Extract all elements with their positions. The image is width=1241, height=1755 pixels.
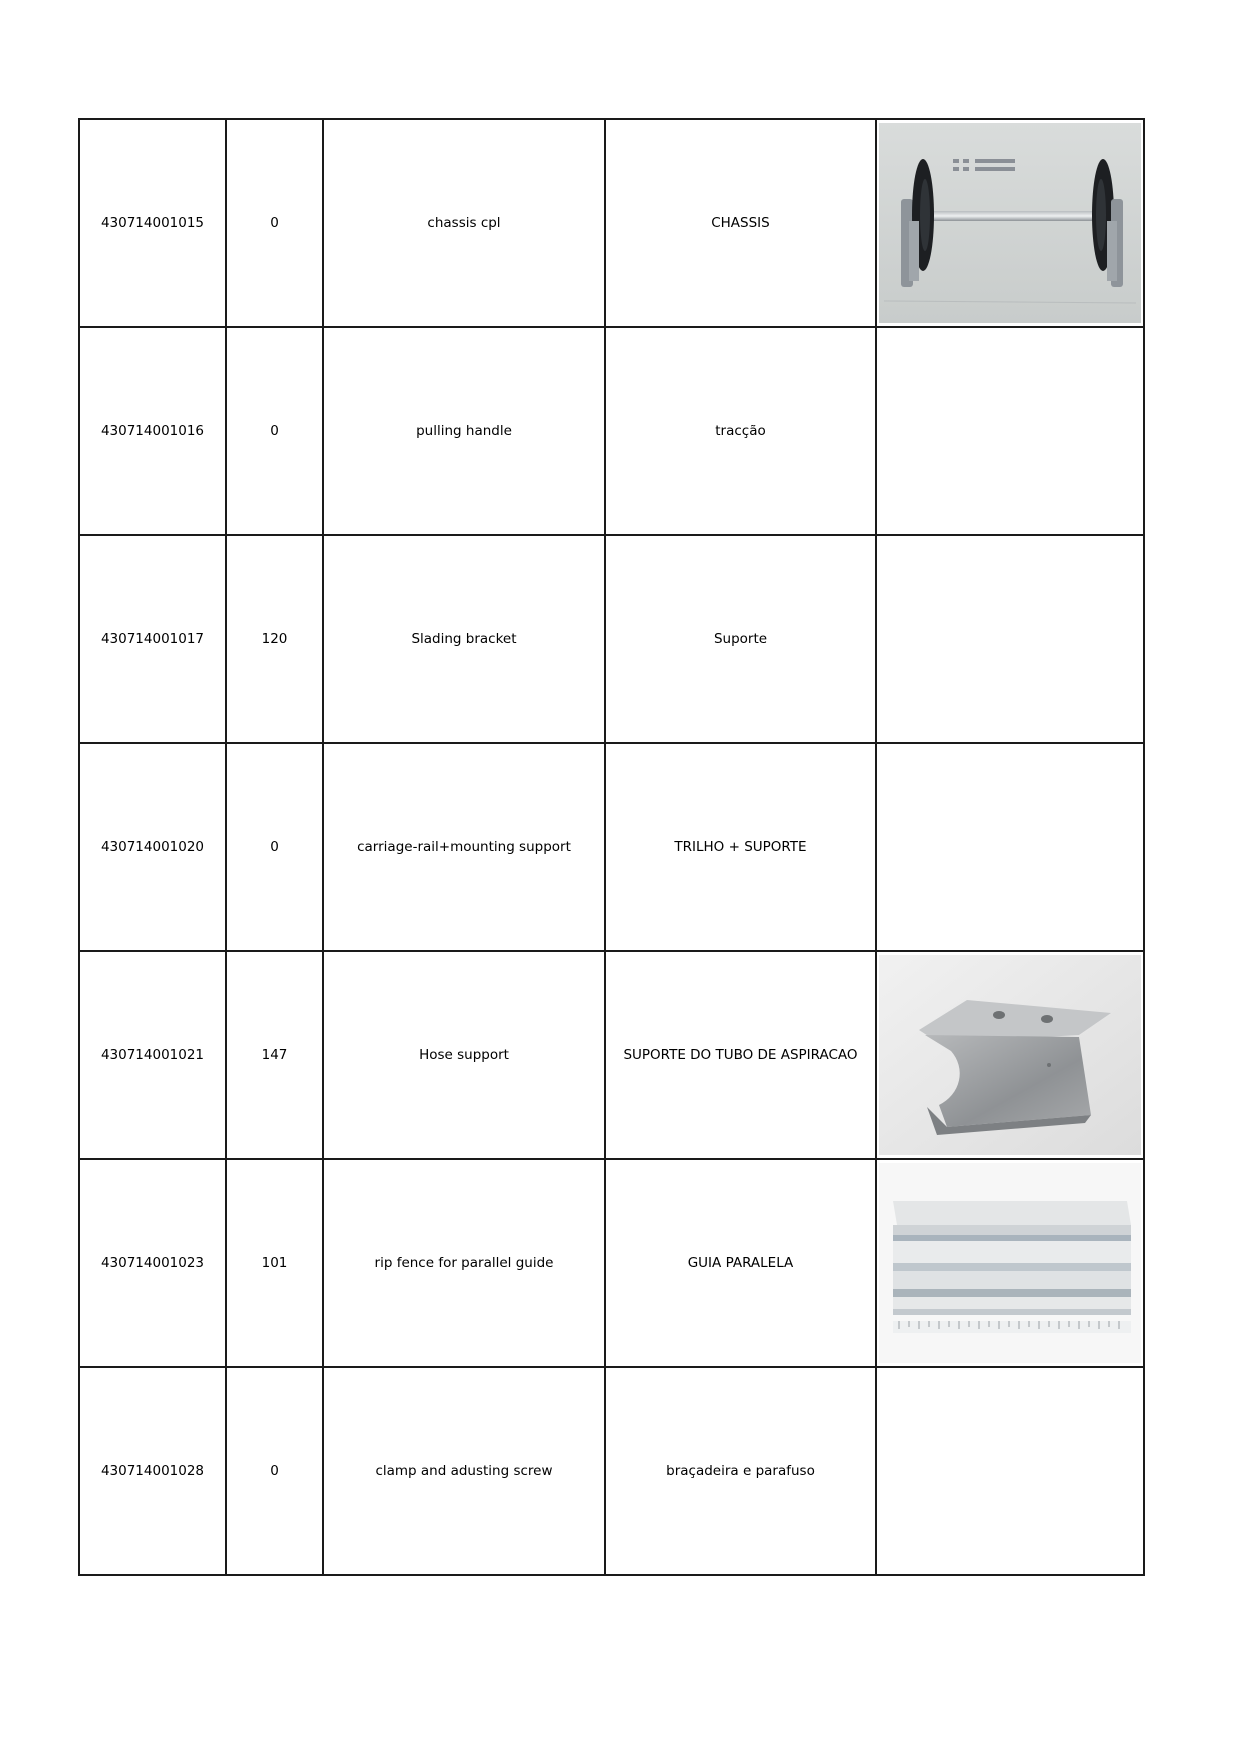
part-code: 430714001028 <box>79 1367 226 1575</box>
part-description-en: clamp and adusting screw <box>323 1367 605 1575</box>
part-code: 430714001017 <box>79 535 226 743</box>
part-image-cell <box>876 327 1144 535</box>
part-description-en: rip fence for parallel guide <box>323 1159 605 1367</box>
part-image-cell <box>876 951 1144 1159</box>
part-description-pt: Suporte <box>605 535 876 743</box>
part-quantity: 101 <box>226 1159 323 1367</box>
part-description-pt: TRILHO + SUPORTE <box>605 743 876 951</box>
hose-support-bracket-photo <box>879 955 1141 1155</box>
part-code: 430714001016 <box>79 327 226 535</box>
part-code: 430714001021 <box>79 951 226 1159</box>
part-description-en: pulling handle <box>323 327 605 535</box>
part-description-en: chassis cpl <box>323 119 605 327</box>
table-row <box>79 535 1144 743</box>
table-row <box>79 1367 1144 1575</box>
part-quantity: 0 <box>226 119 323 327</box>
part-image-cell <box>876 1367 1144 1575</box>
part-quantity: 0 <box>226 327 323 535</box>
table-row <box>79 951 1144 1159</box>
part-description-pt: SUPORTE DO TUBO DE ASPIRACAO <box>605 951 876 1159</box>
part-quantity: 0 <box>226 1367 323 1575</box>
part-description-pt: GUIA PARALELA <box>605 1159 876 1367</box>
table-row <box>79 743 1144 951</box>
part-image-cell <box>876 535 1144 743</box>
parts-table <box>78 118 1145 1576</box>
part-quantity: 0 <box>226 743 323 951</box>
part-image-cell <box>876 119 1144 327</box>
rip-fence-photo <box>879 1163 1141 1363</box>
part-description-en: Hose support <box>323 951 605 1159</box>
part-quantity: 147 <box>226 951 323 1159</box>
part-image-cell <box>876 1159 1144 1367</box>
part-description-pt: tracção <box>605 327 876 535</box>
table-row <box>79 119 1144 327</box>
part-description-pt: CHASSIS <box>605 119 876 327</box>
table-row <box>79 1159 1144 1367</box>
part-description-en: carriage-rail+mounting support <box>323 743 605 951</box>
part-code: 430714001020 <box>79 743 226 951</box>
part-code: 430714001023 <box>79 1159 226 1367</box>
part-quantity: 120 <box>226 535 323 743</box>
part-description-pt: braçadeira e parafuso <box>605 1367 876 1575</box>
table-row <box>79 327 1144 535</box>
part-code: 430714001015 <box>79 119 226 327</box>
part-description-en: Slading bracket <box>323 535 605 743</box>
wheeled-axle-photo <box>879 123 1141 323</box>
part-image-cell <box>876 743 1144 951</box>
